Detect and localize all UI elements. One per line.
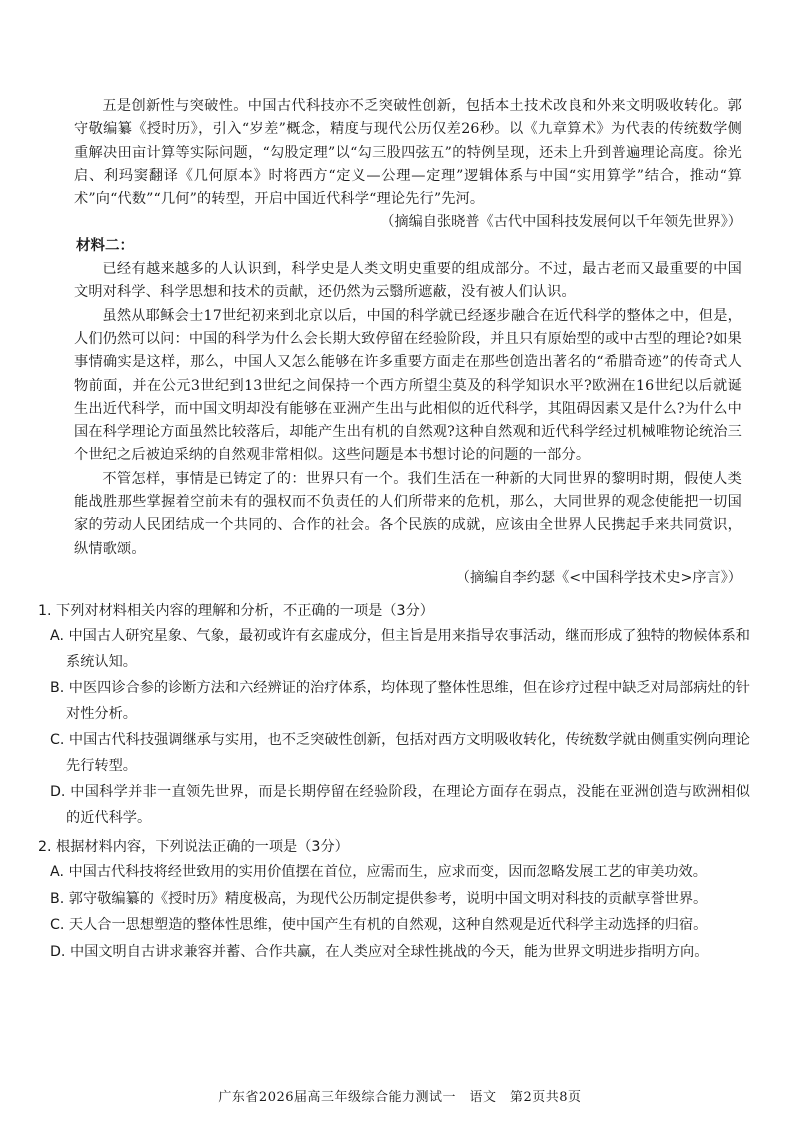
page-footer: 广东省2026届高三年级综合能力测试一 语文 第2页共8页 <box>218 1090 582 1105</box>
material2-paragraph: 已经有越来越多的人认识到，科学史是人类文明史重要的组成部分。不过，最古老而又最重要的中国文明对科学、科学思想和技术的贡献，还仍然为云翳所遮蔽，没有被人们认识。 <box>74 261 742 301</box>
material1-citation: （摘编自张晓普《古代中国科技发展何以千年领先世界》） <box>380 214 742 231</box>
option-b: B. 郭守敬编纂的《授时历》精度极高，为现代公历制定提供参考，说明中国文明对科技的贡献享誉世界。 <box>50 890 708 907</box>
question-stem: 2. 根据材料内容，下列说法正确的一项是（3分） <box>38 839 349 855</box>
material2-heading: 材料二： <box>76 237 134 254</box>
option-b: B. 中医四诊合参的诊断方法和六经辨证的治疗体系，均体现了整体性思维，但在诊疗过程中缺乏对局部病灶的针对性分析。 <box>50 680 750 722</box>
material1-paragraph: 五是创新性与突破性。中国古代科技亦不乏突破性创新，包括本土技术改良和外来文明吸收转化。郭守敬编纂《授时历》，引入“岁差”概念，精度与现代公历仅差26秒。以《九章算术》为代表的传统数学侧重解决田亩计算等实际问题，“勾股定理”以“勾三股四弦五”的特例呈现，还未上升到普遍理论高度。徐光启、利玛窦翻译《几何原本》时将西方“定义—公理—定理”逻辑体系与中国“实用算学”结合，推动“算术”向“代数”“几何”的转型，开启中国近代科学“理论先行”先河。 <box>74 98 742 208</box>
option-c: C. 天人合一思想塑造的整体性思维，使中国产生有机的自然观，这种自然观是近代科学主动选择的归宿。 <box>50 917 708 933</box>
question-1 <box>38 598 750 831</box>
option-a: A. 中国古人研究星象、气象，最初或许有玄虚成分，但主旨是用来指导农事活动，继而形成了独特的物候体系和系统认知。 <box>50 628 750 670</box>
option-d: D. 中国科学并非一直领先世界，而是长期停留在经验阶段，在理论方面存在弱点，没能在亚洲创造与欧洲相似的近代科学。 <box>50 784 750 826</box>
material2-paragraph: 虽然从耶稣会士17世纪初来到北京以后，中国的科学就已经逐步融合在近代科学的整体之中，但是，人们仍然可以问：中国的科学为什么会长期大致停留在经验阶段，并且只有原始型的或中古型的理论?如果事情确实是这样，那么，中国人又怎么能够在许多重要方面走在那些创造出著名的“希腊奇迹”的传奇式人物前面，并在公元3世纪到13世纪之间保持一个西方所望尘莫及的科学知识水平?欧洲在16世纪以后就诞生出近代科学，而中国文明却没有能够在亚洲产生出与此相似的近代科学，其阻碍因素又是什么?为什么中国在科学理论方面虽然比较落后，却能产生出有机的自然观?这种自然观和近代科学经过机械唯物论统治三个世纪之后被迫采纳的自然观非常相似。这些问题是本书想讨论的问题的一部分。 <box>74 307 742 464</box>
question-stem: 1. 下列对材料相关内容的理解和分析，不正确的一项是（3分） <box>38 603 434 619</box>
question-section <box>38 598 750 968</box>
material2-paragraph: 不管怎样，事情是已铸定了的：世界只有一个。我们生活在一种新的大同世界的黎明时期，假使人类能战胜那些掌握着空前未有的强权而不负责任的人们所带来的危机，那么，大同世界的观念使能把一切国家的劳动人民团结成一个共同的、合作的社会。各个民族的成就，应该由全世界人民携起手来共同赏识，纵情歌颂。 <box>74 470 742 557</box>
material2-citation: （摘编自李约瑟《<中国科学技术史>序言》） <box>455 569 742 586</box>
reading-material <box>74 95 742 590</box>
question-2 <box>38 834 750 965</box>
option-c: C. 中国古代科技强调继承与实用，也不乏突破性创新，包括对西方文明吸收转化，传统数学就由侧重实例向理论先行转型。 <box>50 732 750 774</box>
option-a: A. 中国古代科技将经世致用的实用价值摆在首位，应需而生，应求而变，因而忽略发展工艺的审美功效。 <box>50 864 707 880</box>
option-d: D. 中国文明自古讲求兼容并蓄、合作共赢，在人类应对全球性挑战的今天，能为世界文明进步指明方向。 <box>50 943 709 960</box>
